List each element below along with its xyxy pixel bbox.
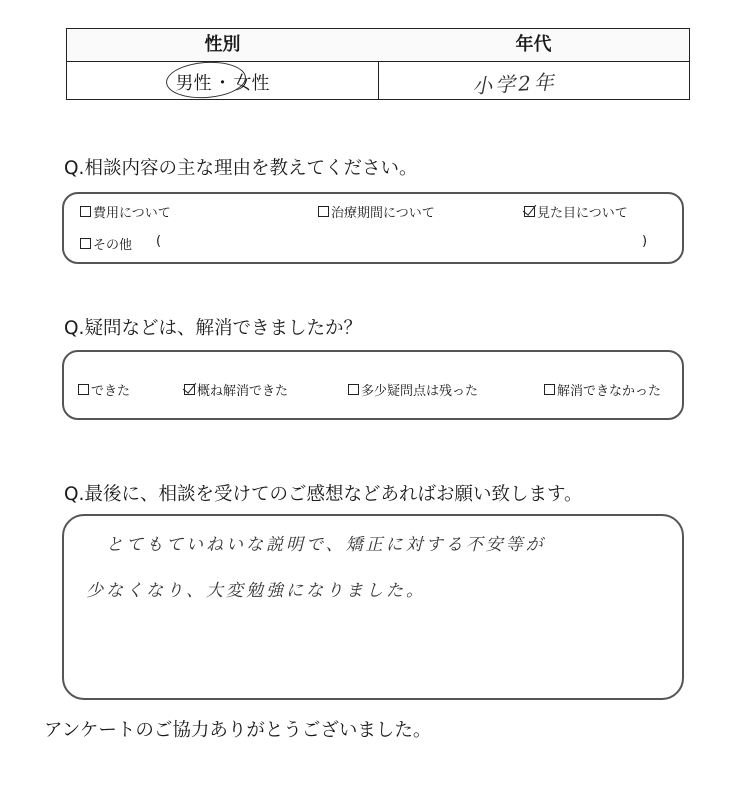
age-header: 年代	[378, 29, 689, 62]
checkbox-icon[interactable]	[348, 384, 359, 395]
gender-separator: ・	[213, 73, 232, 94]
answer-line-1: とてもていねいな説明で、矯正に対する不安等が	[106, 535, 546, 555]
q1-option-duration-label: 治療期間について	[331, 206, 435, 221]
gender-option-female-label: 女性	[233, 73, 270, 94]
question-2-box	[62, 350, 684, 420]
q2-option-mostly-resolved-label: 概ね解消できた	[197, 384, 289, 399]
other-paren-open: (	[156, 234, 162, 249]
closing-message: アンケートのご協力ありがとうございました。	[44, 720, 432, 741]
checkbox-icon[interactable]	[318, 206, 329, 217]
gender-header: 性別	[67, 29, 378, 62]
checkbox-icon[interactable]	[544, 384, 555, 395]
age-column	[378, 29, 689, 99]
question-3-title: Q.最後に、相談を受けてのご感想などあればお願い致します。	[64, 484, 583, 505]
gender-option-female[interactable]	[234, 69, 270, 95]
q2-option-not-resolved-label: 解消できなかった	[557, 384, 662, 399]
respondent-info-table	[66, 28, 690, 100]
question-1-box	[62, 192, 684, 264]
q1-option-cost-label: 費用について	[93, 206, 171, 221]
q2-option-resolved[interactable]	[78, 380, 130, 399]
other-paren-close: )	[642, 234, 648, 249]
q2-option-some-doubts-label: 多少疑問点は残った	[361, 384, 479, 399]
checkbox-icon[interactable]	[80, 238, 91, 249]
q1-option-cost[interactable]	[80, 202, 171, 221]
question-3-answer-box[interactable]	[62, 514, 684, 700]
q2-option-mostly-resolved[interactable]	[184, 380, 288, 399]
checked-checkbox-icon[interactable]	[524, 206, 535, 217]
checked-checkbox-icon[interactable]	[184, 384, 195, 395]
q2-option-not-resolved[interactable]	[544, 380, 661, 399]
q1-option-other-label: その他	[93, 238, 133, 253]
answer-line-2: 少なくなり、大変勉強になりました。	[86, 581, 426, 601]
question-2-title: Q.疑問などは、解消できましたか？	[64, 318, 362, 339]
question-1-title: Q.相談内容の主な理由を教えてください。	[64, 158, 418, 179]
q1-option-appearance-label: 見た目について	[537, 206, 628, 221]
gender-option-male[interactable]	[176, 69, 212, 95]
q1-option-other[interactable]	[80, 234, 132, 253]
age-value: 小学2年	[471, 69, 558, 99]
gender-column	[67, 29, 379, 99]
q2-option-some-doubts[interactable]	[348, 380, 478, 399]
gender-cell	[67, 62, 378, 100]
q1-option-appearance[interactable]	[524, 202, 628, 221]
gender-options	[67, 69, 378, 95]
checkbox-icon[interactable]	[78, 384, 89, 395]
gender-option-male-label: 男性	[175, 73, 212, 94]
checkbox-icon[interactable]	[80, 206, 91, 217]
q1-option-duration[interactable]	[318, 202, 435, 221]
age-cell	[378, 62, 689, 100]
q2-option-resolved-label: できた	[91, 384, 131, 399]
